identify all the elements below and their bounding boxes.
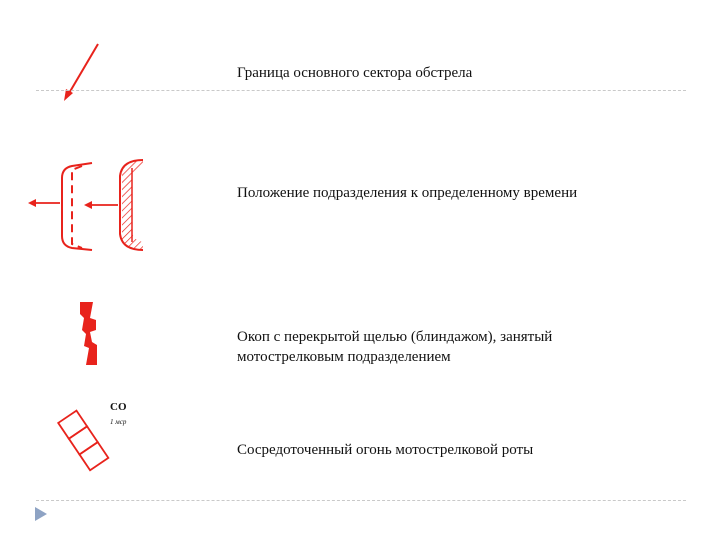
legend-label-sector-boundary: Граница основного сектора обстрела [237, 65, 473, 81]
legend-label-unit-position: Положение подразделения к определенному времени [237, 185, 578, 201]
slide-bullet-icon [34, 506, 48, 522]
fire-symbol-label: СО [110, 401, 127, 413]
legend-label-concentrated-fire: Сосредоточенный огонь мотострелковой роты [237, 442, 534, 458]
divider [36, 90, 686, 91]
concentrated-fire-icon [58, 401, 127, 470]
divider [36, 500, 686, 501]
sector-boundary-arrow-icon [64, 44, 98, 101]
covered-trench-icon [80, 302, 97, 365]
legend-label-covered-trench-line1: Окоп с перекрытой щелью (блиндажом), занятый [237, 329, 553, 345]
fire-symbol-sublabel: 1 мср [110, 418, 127, 426]
legend-label-covered-trench-line2: мотострелковым подразделением [237, 349, 451, 365]
unit-position-icon [28, 160, 143, 250]
